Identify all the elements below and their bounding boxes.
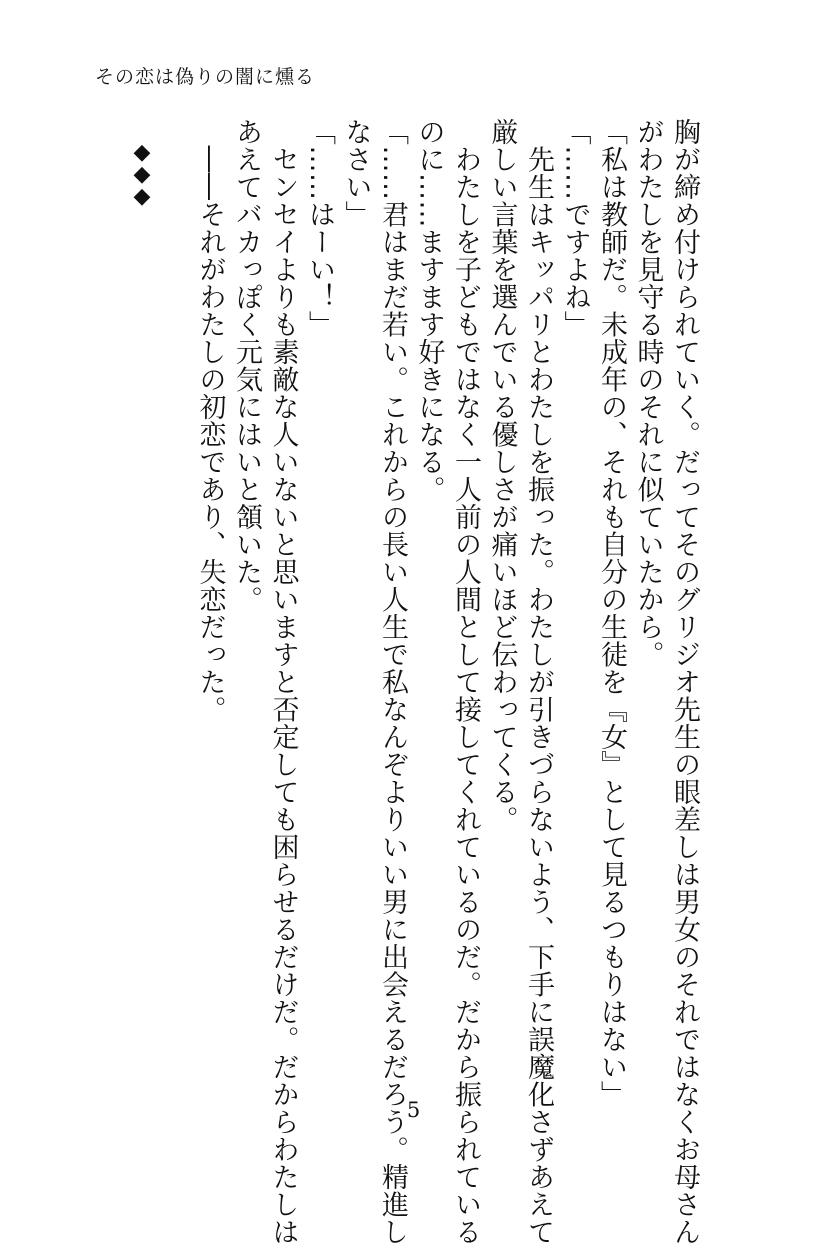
text-line: あえてバカっぽく元気にはいと頷いた。 [231, 118, 262, 613]
diamond-icon: ◆ [133, 140, 151, 165]
running-header-title: その恋は偽りの闇に燻る [95, 66, 316, 88]
diamond-icon: ◆ [133, 184, 151, 209]
text-line: センセイよりも素敵な人いないと思いますと否定しても困らせるだけだ。だからわたしは [267, 118, 299, 1246]
diamond-icon: ◆ [133, 162, 151, 187]
text-line: 「……ですよね」 [559, 118, 591, 338]
text-line: 「……はーい！」 [304, 118, 335, 338]
text-line: のに……ますます好きになる。 [413, 118, 445, 503]
page-number: 5 [406, 1098, 421, 1122]
text-line: がわたしを見守る時のそれに似ていたから。 [632, 118, 664, 668]
text-line: 胸が締め付けられていく。だってそのグリジオ先生の眼差しは男女のそれではなくお母さん [669, 118, 700, 1246]
text-line: 先生はキッパリとわたしを振った。わたしが引きづらないよう、下手に誤魔化さずあえて [523, 118, 554, 1246]
text-line: 厳しい言葉を選んでいる優しさが痛いほど伝わってくる。 [486, 118, 518, 833]
text-line: わたしを子どもではなく一人前の人間として接してくれているのだ。だから振られている [450, 118, 481, 1246]
section-break-diamonds [129, 142, 155, 208]
vertical-text-body [191, 118, 702, 1246]
text-line: なさい」 [340, 118, 372, 228]
text-line: ――それがわたしの初恋であり、失恋だった。 [194, 118, 226, 723]
text-line: 「私は教師だ。未成年の、それも自分の生徒を『女』として見るつもりはない」 [596, 118, 627, 1108]
text-line: 「……君はまだ若い。これからの長い人生で私なんぞよりいい男に出会えるだろう。精進し [377, 118, 408, 1246]
